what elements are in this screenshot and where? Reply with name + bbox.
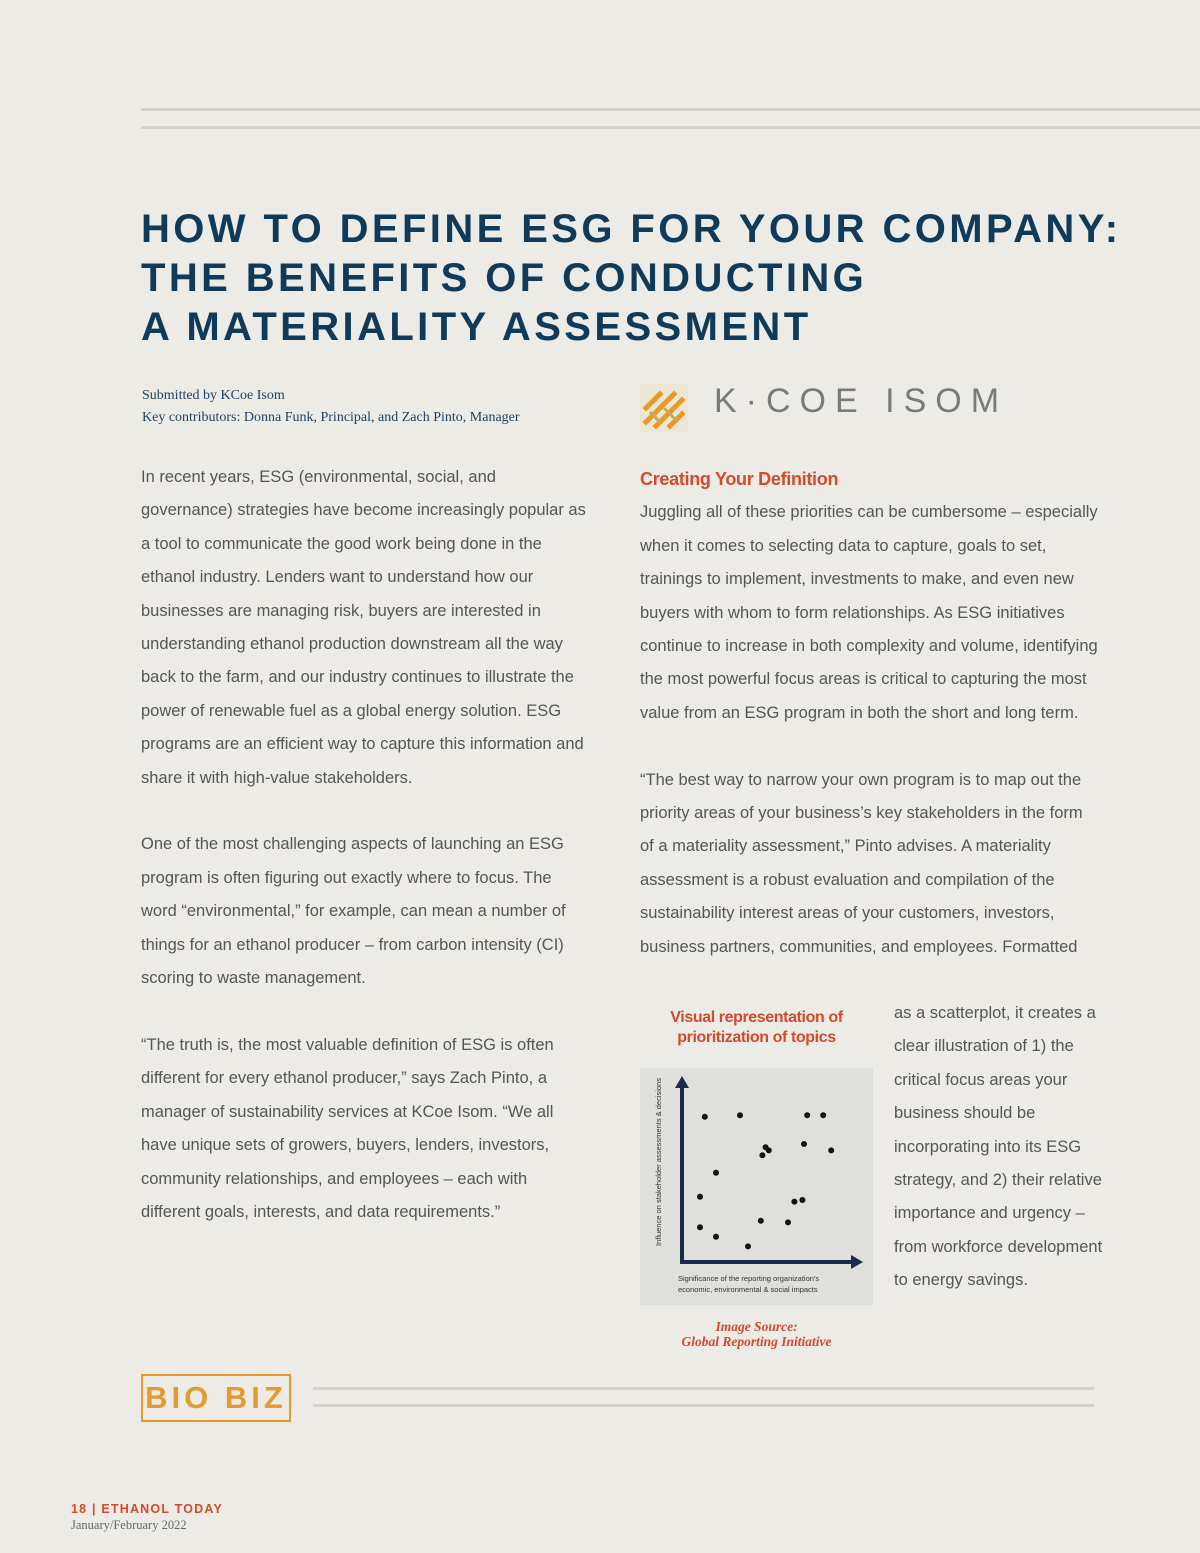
key-contributors: Key contributors: Donna Funk, Principal, and Zach Pinto, Manager — [142, 410, 520, 425]
wrap-paragraph: as a scatterplot, it creates a clear illustration of 1) the critical focus areas your business should be incorporating into its ESG strategy, and 2) their relative importance and urgency – from workforce development to energy savings. — [894, 1004, 1103, 1290]
section-subheading: Creating Your Definition — [640, 469, 839, 489]
scatter-point-10 — [713, 1170, 719, 1176]
figure-source — [640, 1319, 873, 1349]
footer-rule-top — [313, 1387, 1094, 1390]
x-axis-label-line2: economic, environmental & social impacts — [678, 1285, 818, 1294]
submitted-by: Submitted by KCoe Isom — [142, 388, 285, 403]
x-axis-label-line1: Significance of the reporting organization's — [678, 1274, 820, 1283]
page-folio: 18 | ETHANOL TODAY — [71, 1502, 223, 1516]
header-rule-top — [141, 108, 1200, 111]
scatter-points — [697, 1112, 834, 1249]
left-column — [141, 461, 586, 1263]
scatter-point-2 — [737, 1112, 743, 1118]
kcoe-isom-mark-icon — [638, 382, 690, 434]
scatterplot-svg — [640, 1068, 873, 1305]
scatter-point-14 — [697, 1224, 703, 1230]
article-title — [141, 205, 1122, 352]
scatter-point-11 — [697, 1194, 703, 1200]
scatter-point-17 — [713, 1234, 719, 1240]
scatter-point-8 — [766, 1147, 772, 1153]
footer-rule-bottom — [313, 1404, 1094, 1407]
body-paragraph: In recent years, ESG (environmental, social, and governance) strategies have become increasingly popular as a tool to communicate the good work being done in the ethanol industry. Lenders want to understand how our businesses are managing risk, buyers are interested in understanding ethanol production downstream all the way back to the farm, and our industry continues to illustrate the power of renewable fuel as a global energy solution. ESG programs are an efficient way to capture this information and share it with high-value stakeholders. — [141, 468, 586, 787]
title-line-1: HOW TO DEFINE ESG FOR YOUR COMPANY: — [141, 207, 1122, 251]
body-paragraph: One of the most challenging aspects of launching an ESG program is often figuring out exactly where to focus. The word “environmental,” for example, can mean a number of things for an ethanol producer – from carbon intensity (CI) scoring to waste management. — [141, 835, 566, 988]
body-paragraph: “The best way to narrow your own program is to map out the priority areas of your business’s key stakeholders in the form of a materiality assessment,” Pinto advises. A materiality assessment is a robust evaluation and compilation of the sustainability interest areas of your customers, investors, business partners, communities, and employees. Formatted — [640, 770, 1083, 956]
title-line-3: A MATERIALITY ASSESSMENT — [141, 305, 812, 349]
scatter-point-9 — [759, 1152, 765, 1158]
scatter-point-18 — [745, 1243, 751, 1249]
scatter-point-15 — [758, 1218, 764, 1224]
issue-date: January/February 2022 — [71, 1518, 187, 1532]
body-paragraph: Juggling all of these priorities can be cumbersome – especially when it comes to selecting data to capture, goals to set, trainings to implement, investments to make, and even new buyers with whom to form relationships. As ESG initiatives continue to increase in both complexity and volume, identifying the most powerful focus areas is critical to capturing the most value from an ESG program in both the short and long term. — [640, 503, 1098, 722]
title-line-2: THE BENEFITS OF CONDUCTING — [141, 256, 868, 300]
section-label: BIO BIZ — [141, 1374, 291, 1422]
scatter-point-1 — [702, 1114, 708, 1120]
kcoe-isom-wordmark: K·COE ISOM — [714, 382, 1009, 420]
right-column — [640, 463, 1098, 997]
materiality-scatterplot — [640, 1068, 873, 1305]
scatter-point-5 — [801, 1141, 807, 1147]
x-axis — [680, 1255, 863, 1269]
scatter-point-13 — [799, 1197, 805, 1203]
y-axis-label: Influence on stakeholder assessments & decisions — [654, 1077, 663, 1246]
scatter-point-3 — [804, 1112, 810, 1118]
kcoe-isom-logo — [630, 378, 1009, 436]
scatter-point-6 — [828, 1147, 834, 1153]
header-rule-bottom — [141, 126, 1200, 129]
scatter-point-4 — [820, 1112, 826, 1118]
scatter-point-16 — [785, 1219, 791, 1225]
figure-source-label: Image Source: — [715, 1319, 798, 1334]
figure-source-name: Global Reporting Initiative — [681, 1334, 832, 1349]
y-axis — [675, 1076, 689, 1264]
figure-caption: Visual representation of prioritization of topics — [670, 1009, 843, 1046]
body-paragraph: “The truth is, the most valuable definition of ESG is often different for every ethanol producer,” says Zach Pinto, a manager of sustainability services at KCoe Isom. “We all have unique sets of growers, buyers, lenders, investors, community relationships, and employees – each with different goals, interests, and data requirements.” — [141, 1035, 554, 1221]
scatter-point-12 — [791, 1199, 797, 1205]
